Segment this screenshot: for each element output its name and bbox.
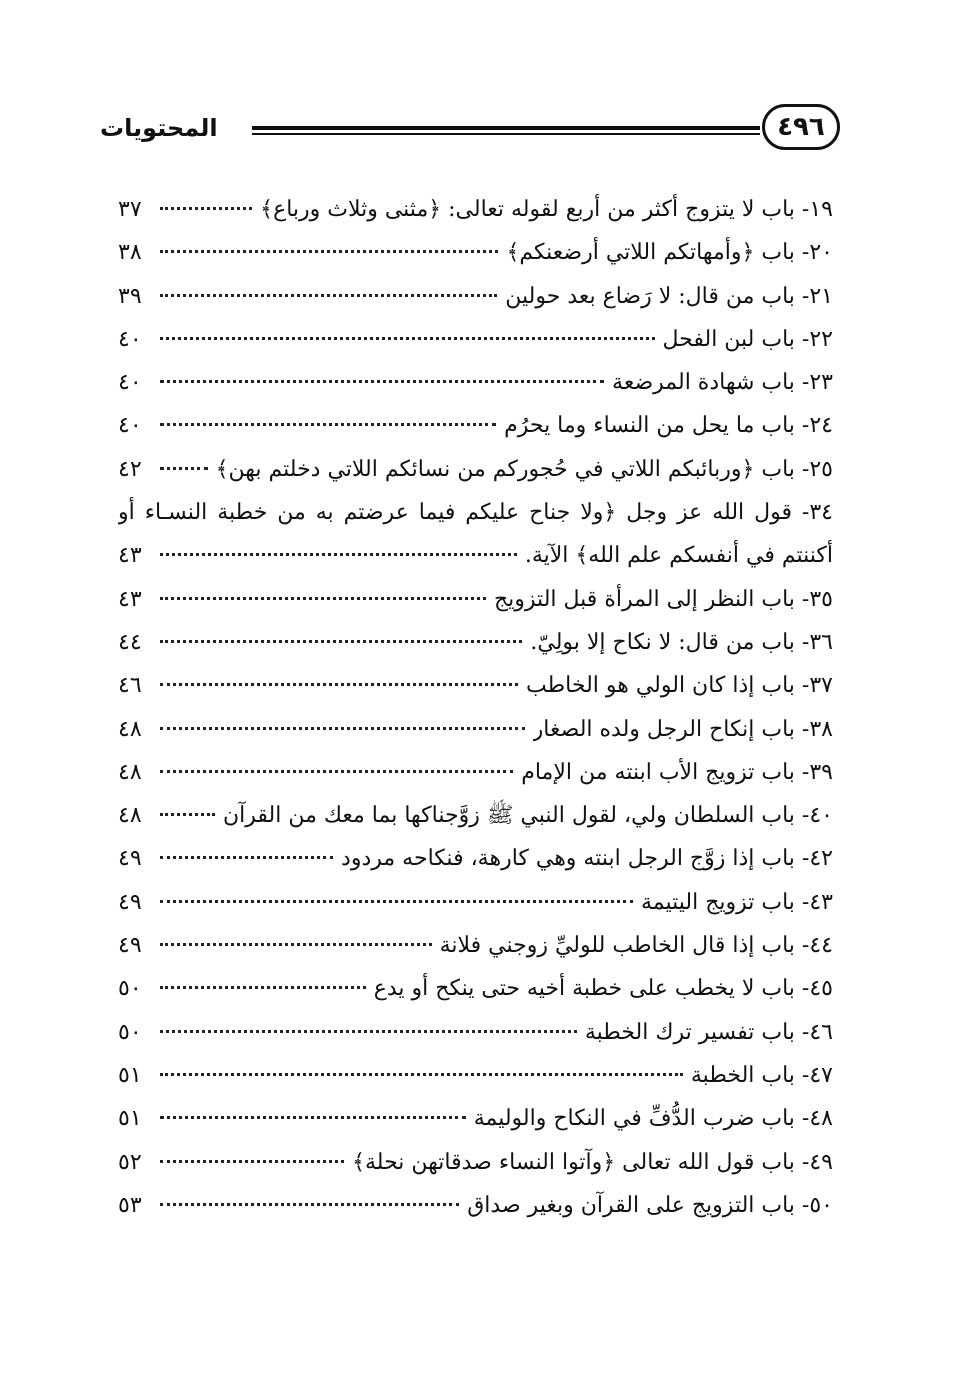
toc-entry-page: ٤٨ bbox=[118, 716, 142, 742]
toc-entry bbox=[118, 1097, 833, 1140]
toc-entry bbox=[118, 708, 833, 751]
toc-entry bbox=[118, 751, 833, 794]
toc-entry-page: ٤٠ bbox=[118, 413, 142, 439]
dot-leader bbox=[160, 294, 497, 297]
toc-entry-title: ٤٨- باب ضرب الدُّفِّ في النكاح والوليمة bbox=[473, 1106, 833, 1132]
toc-entry-title: ١٩- باب لا يتزوج أكثر من أربع لقوله تعالى: ﴿مثنى وثلاث ورباع﴾ bbox=[260, 197, 833, 222]
toc-entry bbox=[118, 491, 833, 534]
toc-entry-page: ٤٩ bbox=[118, 933, 142, 959]
section-title: المحتويات bbox=[100, 114, 218, 142]
toc-entry bbox=[118, 188, 833, 231]
toc-entry bbox=[118, 664, 833, 707]
toc-entry bbox=[118, 837, 833, 880]
toc-entry-title: ٤٩- باب قول الله تعالى ﴿وآتوا النساء صدقاتهن نحلة﴾ bbox=[352, 1149, 833, 1175]
toc-entry bbox=[118, 404, 833, 447]
toc-entry bbox=[118, 448, 833, 491]
toc-entry bbox=[118, 578, 833, 621]
toc-entry-page: ٣٨ bbox=[118, 240, 142, 266]
toc-entry-title-continued: أكننتم في أنفسكم علم الله﴾ الآية. bbox=[524, 543, 833, 569]
toc-entry-title: ٢٣- باب شهادة المرضعة bbox=[612, 370, 833, 396]
toc-entry-title: ٤٣- باب تزويج اليتيمة bbox=[640, 889, 833, 915]
dot-leader bbox=[160, 683, 518, 686]
dot-leader bbox=[160, 1116, 466, 1119]
toc-entry bbox=[118, 361, 833, 404]
toc-entry-title: ٤٧- باب الخطبة bbox=[690, 1062, 833, 1088]
toc-entry bbox=[118, 1054, 833, 1097]
dot-leader bbox=[160, 813, 215, 816]
toc-entry-title: ٤٦- باب تفسير ترك الخطبة bbox=[584, 1019, 833, 1045]
toc-entry-title: ٢٢- باب لبن الفحل bbox=[662, 326, 833, 352]
toc-entry-page: ٤٩ bbox=[118, 889, 142, 915]
toc-entry-page: ٤٢ bbox=[118, 456, 142, 482]
toc-entry-page: ٣٩ bbox=[118, 283, 142, 309]
toc-entry-page: ٣٧ bbox=[118, 197, 142, 222]
toc-entry-title: ٣٨- باب إنكاح الرجل ولده الصغار bbox=[532, 716, 833, 742]
dot-leader bbox=[160, 856, 333, 859]
dot-leader bbox=[160, 943, 432, 946]
toc-entry-title: ٢٥- باب ﴿وربائبكم اللاتي في حُجوركم من نسائكم اللاتي دخلتم بهن﴾ bbox=[215, 456, 833, 482]
toc-entry bbox=[118, 1141, 833, 1184]
dot-leader bbox=[160, 900, 633, 903]
toc-entry bbox=[118, 534, 833, 577]
dot-leader bbox=[160, 467, 208, 470]
toc-entry-title: ٣٧- باب إذا كان الولي هو الخاطب bbox=[526, 673, 833, 699]
toc-entry-title: ٤٢- باب إذا زوَّج الرجل ابنته وهي كارهة، فنكاحه مردود bbox=[341, 846, 833, 872]
toc-entry-title: ٢٤- باب ما يحل من النساء وما يحرُم bbox=[504, 413, 833, 439]
dot-leader bbox=[160, 380, 604, 383]
toc-entry bbox=[118, 794, 833, 837]
toc-entry-title: ٥٠- باب التزويج على القرآن وبغير صداق bbox=[467, 1192, 833, 1218]
toc-entry-page: ٤٨ bbox=[118, 759, 142, 785]
toc-entry-page: ٤٤ bbox=[118, 629, 142, 655]
toc-entry bbox=[118, 1011, 833, 1054]
dot-leader bbox=[160, 597, 486, 600]
page-header bbox=[100, 104, 840, 156]
dot-leader bbox=[160, 207, 252, 210]
toc-entry-title: ٣٦- باب من قال: لا نكاح إلا بولِيّ. bbox=[530, 629, 833, 655]
dot-leader bbox=[160, 423, 496, 426]
toc-entry-page: ٤٠ bbox=[118, 326, 142, 352]
toc-entry bbox=[118, 881, 833, 924]
toc-entry-title: ٣٤- قول الله عز وجل ﴿ولا جناح عليكم فيما عرضتم به من خطبة النسـاء أو bbox=[118, 500, 833, 526]
toc-entry-page: ٥٠ bbox=[118, 1019, 142, 1045]
toc-entry-title: ٤٥- باب لا يخطب على خطبة أخيه حتى ينكح أو يدع bbox=[373, 976, 833, 1002]
dot-leader bbox=[160, 250, 498, 253]
toc-entry-title: ٢١- باب من قال: لا رَضاع بعد حولين bbox=[505, 283, 833, 309]
dot-leader bbox=[160, 553, 517, 556]
toc-entry-page: ٥١ bbox=[118, 1106, 142, 1132]
toc-entry-page: ٥٣ bbox=[118, 1192, 142, 1218]
toc-entry bbox=[118, 318, 833, 361]
dot-leader bbox=[160, 1030, 577, 1033]
dot-leader bbox=[160, 337, 655, 340]
toc-entry-page: ٥٠ bbox=[118, 976, 142, 1002]
table-of-contents bbox=[118, 188, 833, 1227]
dot-leader bbox=[160, 986, 366, 989]
header-rule bbox=[252, 126, 760, 135]
toc-entry-title: ٢٠- باب ﴿وأمهاتكم اللاتي أرضعنكم﴾ bbox=[506, 240, 833, 266]
toc-entry-page: ٤٦ bbox=[118, 673, 142, 699]
toc-entry-page: ٤٣ bbox=[118, 543, 142, 569]
toc-entry bbox=[118, 924, 833, 967]
dot-leader bbox=[160, 640, 522, 643]
toc-entry-page: ٤٣ bbox=[118, 586, 142, 612]
dot-leader bbox=[160, 1160, 344, 1163]
toc-entry-title: ٤٠- باب السلطان ولي، لقول النبي ﷺ زوَّجناكها بما معك من القرآن bbox=[223, 803, 833, 829]
toc-entry-title: ٣٥- باب النظر إلى المرأة قبل التزويج bbox=[493, 586, 833, 612]
dot-leader bbox=[160, 1203, 459, 1206]
toc-entry bbox=[118, 231, 833, 274]
toc-entry-page: ٤٩ bbox=[118, 846, 142, 872]
toc-entry bbox=[118, 275, 833, 318]
toc-entry-page: ٤٨ bbox=[118, 803, 142, 829]
dot-leader bbox=[160, 1073, 683, 1076]
toc-entry bbox=[118, 621, 833, 664]
dot-leader bbox=[160, 727, 525, 730]
toc-entry-page: ٤٠ bbox=[118, 370, 142, 396]
toc-entry-page: ٥١ bbox=[118, 1062, 142, 1088]
page-number: ٤٩٦ bbox=[762, 104, 840, 150]
toc-entry bbox=[118, 967, 833, 1010]
toc-entry-title: ٣٩- باب تزويج الأب ابنته من الإمام bbox=[521, 759, 833, 785]
toc-entry bbox=[118, 1184, 833, 1227]
toc-entry-page: ٥٢ bbox=[118, 1149, 142, 1175]
toc-entry-title: ٤٤- باب إذا قال الخاطب للوليِّ زوجني فلانة bbox=[439, 933, 833, 959]
dot-leader bbox=[160, 770, 513, 773]
